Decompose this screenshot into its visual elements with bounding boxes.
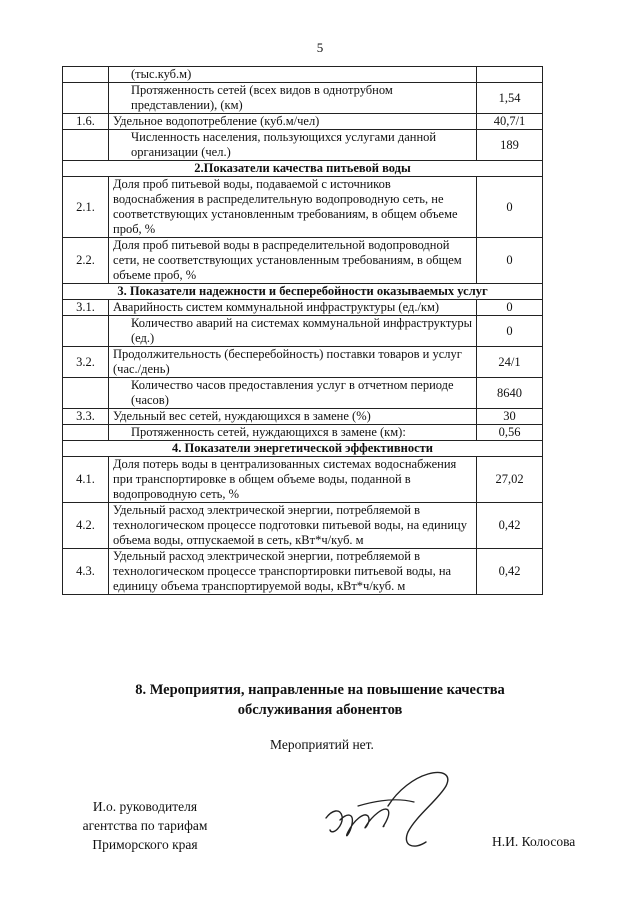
row-number [63, 316, 109, 347]
row-number: 2.1. [63, 177, 109, 238]
indicator-name: Количество аварий на системах коммунальной инфраструктуры (ед.) [109, 316, 477, 347]
indicators-table [62, 66, 543, 595]
table-row [63, 130, 543, 161]
indicator-value [477, 67, 543, 83]
row-number [63, 378, 109, 409]
indicator-name: Протяженность сетей (всех видов в однотрубном представлении), (км) [109, 83, 477, 114]
signatory-position-line2: агентства по тарифам [82, 818, 208, 833]
indicator-value: 0,42 [477, 549, 543, 595]
indicator-value: 0 [477, 300, 543, 316]
table-row [63, 67, 543, 83]
table-row [63, 457, 543, 503]
signatory-name: Н.И. Колосова [492, 834, 576, 849]
indicator-value: 0 [477, 177, 543, 238]
page-number: 5 [316, 40, 324, 55]
indicator-name: Доля потерь воды в централизованных системах водоснабжения при транспортировке в общем объеме воды, поданной в водопроводную сеть, % [109, 457, 477, 503]
indicator-name: (тыс.куб.м) [109, 67, 477, 83]
row-number [63, 67, 109, 83]
indicator-name: Численность населения, пользующихся услугами данной организации (чел.) [109, 130, 477, 161]
indicator-name: Удельное водопотребление (куб.м/чел) [109, 114, 477, 130]
indicator-name: Удельный вес сетей, нуждающихся в замене (%) [109, 409, 477, 425]
section-8-title [0, 680, 640, 720]
section-8-title-line2: обслуживания абонентов [237, 702, 403, 718]
indicator-name: Доля проб питьевой воды в распределительной водопроводной сети, не соответствующих установленным требованиям, в общем объеме проб, % [109, 238, 477, 284]
table-row [63, 425, 543, 441]
row-number [63, 130, 109, 161]
handwritten-signature [318, 760, 468, 870]
indicator-name: Протяженность сетей, нуждающихся в замене (км): [109, 425, 477, 441]
section-header-row [63, 284, 543, 300]
section-header-row [63, 441, 543, 457]
indicator-name: Удельный расход электрической энергии, потребляемой в технологическом процессе подготовки питьевой воды, на единицу объема воды, отпускаемой в сеть, кВт*ч/куб. м [109, 503, 477, 549]
section-header: 4. Показатели энергетической эффективности [63, 441, 543, 457]
table-row [63, 114, 543, 130]
section-header: 3. Показатели надежности и бесперебойности оказываемых услуг [63, 284, 543, 300]
row-number: 4.1. [63, 457, 109, 503]
indicator-value: 24/1 [477, 347, 543, 378]
indicator-value: 1,54 [477, 83, 543, 114]
indicator-value: 40,7/1 [477, 114, 543, 130]
section-8-title-line1: 8. Мероприятия, направленные на повышение качества [135, 682, 505, 698]
indicator-value: 0 [477, 316, 543, 347]
indicator-value: 0,56 [477, 425, 543, 441]
indicator-value: 189 [477, 130, 543, 161]
table-row [63, 300, 543, 316]
signatory-position [60, 797, 230, 854]
signatory-position-line1: И.о. руководителя [92, 799, 198, 814]
row-number: 2.2. [63, 238, 109, 284]
row-number: 1.6. [63, 114, 109, 130]
signatory-position-line3: Приморского края [92, 837, 198, 852]
table-row [63, 378, 543, 409]
indicator-name: Количество часов предоставления услуг в отчетном периоде (часов) [109, 378, 477, 409]
table-row [63, 177, 543, 238]
row-number: 4.2. [63, 503, 109, 549]
row-number: 4.3. [63, 549, 109, 595]
indicator-value: 27,02 [477, 457, 543, 503]
table-row [63, 347, 543, 378]
section-header: 2.Показатели качества питьевой воды [63, 161, 543, 177]
table-row [63, 503, 543, 549]
indicator-value: 0 [477, 238, 543, 284]
table-row [63, 316, 543, 347]
indicator-name: Удельный расход электрической энергии, потребляемой в технологическом процессе транспортировки питьевой воды, на единицу объема транспортируемой воды, кВт*ч/куб. м [109, 549, 477, 595]
table-row [63, 409, 543, 425]
indicator-value: 30 [477, 409, 543, 425]
row-number [63, 425, 109, 441]
section-8-text: Мероприятий нет. [270, 737, 374, 752]
row-number: 3.3. [63, 409, 109, 425]
table-row [63, 83, 543, 114]
row-number [63, 83, 109, 114]
indicator-name: Продолжительность (бесперебойность) поставки товаров и услуг (час./день) [109, 347, 477, 378]
indicator-value: 0,42 [477, 503, 543, 549]
row-number: 3.1. [63, 300, 109, 316]
table-row [63, 238, 543, 284]
indicator-name: Доля проб питьевой воды, подаваемой с источников водоснабжения в распределительную водопроводную сеть, не соответствующих установленным требованиям, в общем объеме проб, % [109, 177, 477, 238]
indicator-value: 8640 [477, 378, 543, 409]
row-number: 3.2. [63, 347, 109, 378]
section-header-row [63, 161, 543, 177]
table-row [63, 549, 543, 595]
indicator-name: Аварийность систем коммунальной инфраструктуры (ед./км) [109, 300, 477, 316]
indicators-table-body [63, 67, 543, 595]
